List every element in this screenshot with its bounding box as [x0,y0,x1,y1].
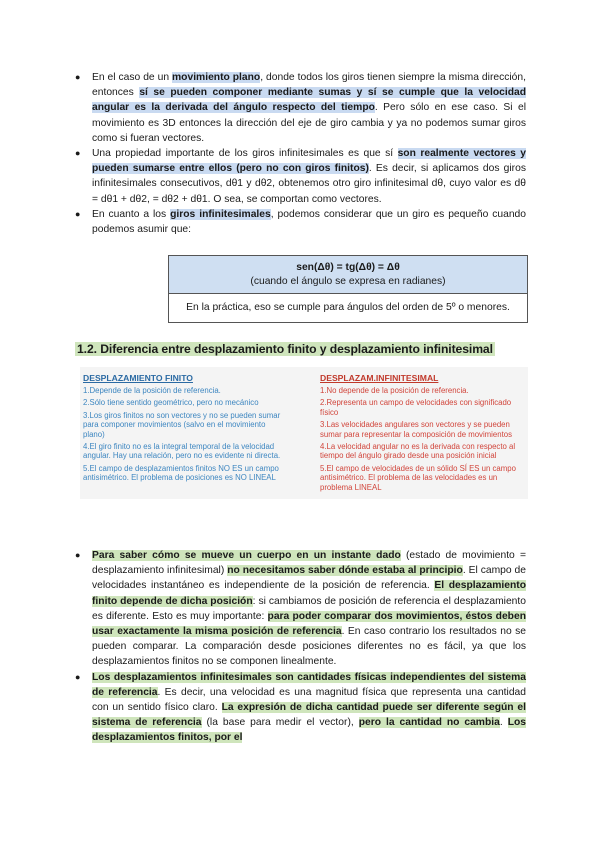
paragraph-text: . Pero sólo en ese caso. Si el movimiento es 3D entonces la dirección del eje de giro cambia y ya no podemos sumar giros como si fueran vectores. [92,102,526,144]
infinitesimal-items-list [320,386,524,492]
paragraph-text: . El campo de velocidades instantáneo es independiente de la posición de referencia. [92,565,526,592]
bullet-item [75,70,526,146]
highlighted-text: son realmente vectores y pueden sumarse entre ellos (pero no con giros finitos) [92,148,526,175]
paragraph-text: . Es decir, si aplicamos dos giros infinitesimales consecutivos, dθ1 y dθ2, obtenemos otro giro infinitesimal dθ, cuyo valor es dθ = dθ1 + dθ2, = dθ2 + dθ1. O sea, se comportan como vectores. [92,163,526,205]
highlighted-text: El desplazamiento finito depende de dicha posición [92,580,526,607]
bullet-list-top [75,70,526,237]
formula-box [168,255,528,323]
comparison-figure [80,367,528,499]
finite-item: 2.Sólo tiene sentido geométrico, pero no mecánico [83,398,259,408]
finite-displacement-column [83,373,287,486]
paragraph-text: . [499,717,508,729]
formula-header [169,256,527,294]
paragraph-text: , podemos considerar que un giro es pequeño cuando podemos asumir que: [92,208,526,236]
infinitesimal-item: 5.El campo de velocidades de un sólido SÍ ES un campo antisimétrico. El problema de las velocidades es un problema LINEAL [320,463,516,492]
highlighted-text: pero la cantidad no cambia [358,717,500,729]
bullet-item [75,146,526,207]
highlighted-text: Los desplazamientos finitos, por el [92,717,526,744]
finite-item: 1.Depende de la posición de referencia. [83,386,221,395]
infinitesimal-displacement-column [320,373,524,495]
paragraph-text: (la base para medir el vector), [201,717,359,729]
highlighted-text: sí se pueden componer mediante sumas y sí se cumple que la velocidad angular es la derivada del ángulo respecto del tiempo [92,87,526,114]
formula-practice-note: En la práctica, eso se cumple para ángulos del orden de 5º o menores. [186,302,510,313]
bullet-item [75,548,526,670]
section-heading: 1.2. Diferencia entre desplazamiento finito y desplazamiento infinitesimal [77,342,493,356]
formula-note: (cuando el ángulo se expresa en radianes) [250,276,446,287]
bullet-item [75,207,526,237]
paragraph-text: (estado de movimiento = desplazamiento infinitesimal) [92,550,526,577]
bullet-icon: ● [75,671,81,682]
infinitesimal-item: 3.Las velocidades angulares son vectores y se pueden sumar para representar la composición de movimientos [320,420,512,439]
highlighted-text: para poder comparar dos movimientos, éstos deben usar exactamente la misma posición de referencia [92,610,526,638]
bullet-icon: ● [75,208,81,219]
infinitesimal-item: 2.Representa un campo de velocidades con significado físico [320,398,512,417]
finite-column-title: DESPLAZAMIENTO FINITO [83,373,193,383]
bullet-icon: ● [75,72,81,82]
finite-items-list [83,386,287,483]
paragraph-text: , donde todos los giros tienen siempre la misma dirección, entonces [92,72,526,99]
paragraph-text: . Es decir, una velocidad es una magnitud física que representa una cantidad con un sentido físico claro. [92,686,527,714]
highlighted-text: Los desplazamientos infinitesimales son cantidades físicas independientes del sistema de referencia [92,671,526,698]
highlighted-text: La expresión de dicha cantidad puede ser diferente según el sistema de referencia [92,702,526,729]
paragraph-text: : si cambiamos de posición de referencia el desplazamiento es diferente. Esto es muy importante: [92,595,526,622]
paragraph-text: En el caso de un [92,72,173,83]
infinitesimal-item: 4.La velocidad angular no es la derivada con respecto al tiempo del ángulo girado desde una posición inicial [320,442,516,461]
formula-equation: sen(Δθ) = tg(Δθ) = Δθ [296,262,400,273]
finite-item: 3.Los giros finitos no son vectores y no se pueden sumar para componer movimientos (salvo en el movimiento plano) [83,410,281,439]
bullet-item [75,670,527,746]
paragraph-text: . En caso contrario los resultados no se pueden comparar. La comparación desde posiciones diferentes no es fácil, ya que los desplazamientos finitos no se componen linealmente. [92,626,526,668]
finite-item: 5.El campo de desplazamientos finitos NO ES un campo antisimétrico. El problema de posiciones es NO LINEAL [83,463,279,483]
highlighted-text: giros infinitesimales [170,208,271,220]
highlighted-text: no necesitamos saber dónde estaba al principio [227,565,463,577]
bullet-list-bottom [75,548,527,746]
infinitesimal-column-title: DESPLAZAM.INFINITESIMAL [320,373,439,383]
finite-item: 4.El giro finito no es la integral temporal de la velocidad angular. Hay una relación, pero no es evidente ni directa. [83,442,281,461]
paragraph-text: En cuanto a los [92,208,171,220]
bullet-icon: ● [75,148,81,159]
bullet-icon: ● [75,550,81,560]
paragraph-text: Una propiedad importante de los giros infinitesimales es que sí [92,148,398,160]
highlighted-text: movimiento plano [172,72,261,83]
highlighted-text: Para saber cómo se mueve un cuerpo en un instante dado [92,550,401,561]
infinitesimal-item: 1.No depende de la posición de referencia. [320,386,469,395]
